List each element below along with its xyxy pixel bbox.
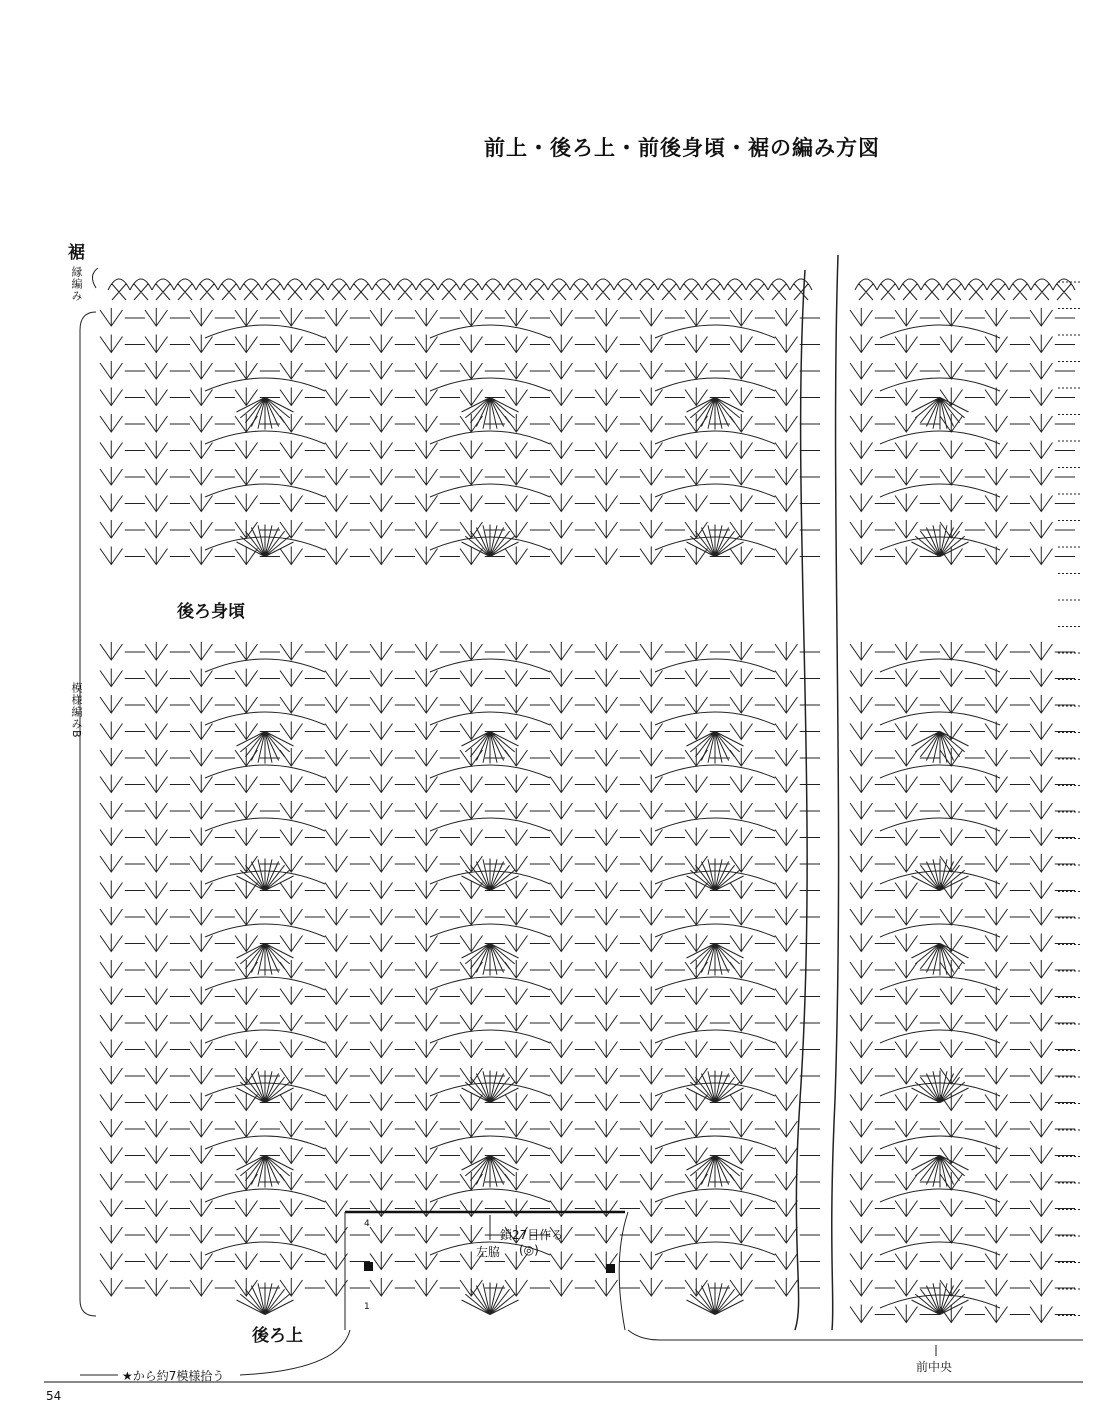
stitch-row	[850, 775, 1075, 793]
pineapple-arch	[880, 325, 1000, 338]
shell-fan	[237, 398, 294, 430]
pineapple-arch	[655, 1189, 775, 1202]
pineapple-arch	[430, 325, 550, 338]
pineapple-arch	[430, 818, 550, 831]
pineapple-arch	[205, 659, 325, 672]
stitch-row	[100, 1278, 820, 1296]
stitch-row	[100, 695, 820, 713]
label-back-upper: 後ろ上	[252, 1326, 303, 1346]
stitch-row	[850, 1040, 1075, 1058]
pineapple-arch	[655, 1242, 775, 1255]
pineapple-arch	[655, 484, 775, 497]
pineapple-arch	[205, 924, 325, 937]
pineapple-arch	[655, 818, 775, 831]
stitch-row	[100, 960, 820, 978]
stitch-row	[850, 494, 1075, 512]
stitch-row	[850, 722, 1075, 740]
stitch-row	[850, 828, 1075, 846]
pineapple-arch	[880, 1030, 1000, 1043]
label-hem: 裾	[68, 243, 85, 263]
stitch-row	[850, 669, 1075, 687]
pineapple-arch	[880, 765, 1000, 778]
stitch-row	[850, 388, 1075, 406]
stitch-row	[100, 854, 820, 872]
pineapple-arch	[655, 325, 775, 338]
square-marker-left	[364, 1262, 373, 1271]
pineapple-arch	[430, 712, 550, 725]
shell-fan	[687, 398, 744, 430]
pineapple-arch	[655, 659, 775, 672]
shell-fan	[462, 1156, 519, 1188]
stitch-row	[850, 854, 1075, 872]
stitch-row	[850, 1013, 1075, 1031]
pineapple-arch	[655, 431, 775, 444]
stitch-row	[850, 1093, 1075, 1111]
pineapple-arch	[880, 712, 1000, 725]
label-left-side: 左脇	[476, 1245, 501, 1259]
stitch-row	[100, 1013, 820, 1031]
stitch-row	[850, 1225, 1075, 1243]
shell-fan	[462, 732, 519, 764]
pineapple-arch	[205, 765, 325, 778]
stitch-row	[850, 308, 1075, 326]
pineapple-arch	[205, 818, 325, 831]
label-center-front: 前中央	[916, 1360, 953, 1374]
label-pick-up: ★から約7模様拾う	[122, 1369, 225, 1383]
pineapple-arch	[880, 484, 1000, 497]
shell-fan	[687, 1156, 744, 1188]
label-start-mark: (◎)	[519, 1243, 539, 1257]
shell-fan	[462, 398, 519, 430]
stitch-row	[850, 907, 1075, 925]
pineapple-arch	[430, 1136, 550, 1149]
stitch-row	[850, 642, 1075, 660]
stitch-row	[850, 695, 1075, 713]
stitch-row	[100, 1066, 820, 1084]
pineapple-arch	[880, 1242, 1000, 1255]
stitch-row	[100, 1172, 820, 1190]
pineapple-arch	[655, 1136, 775, 1149]
shell-fan	[912, 1156, 969, 1188]
pineapple-arch	[205, 325, 325, 338]
break-line-left	[795, 270, 807, 1330]
stitch-row	[100, 361, 820, 379]
pineapple-arch	[655, 378, 775, 391]
pineapple-arch	[430, 431, 550, 444]
square-marker-right	[606, 1264, 615, 1273]
pineapple-arch	[430, 765, 550, 778]
stitch-row	[850, 934, 1075, 952]
pineapple-arch	[205, 1189, 325, 1202]
shell-fan	[912, 944, 969, 976]
stitch-row	[100, 801, 820, 819]
pineapple-arch	[880, 818, 1000, 831]
pineapple-arch	[205, 484, 325, 497]
diagram-title: 前上・後ろ上・前後身頃・裾の編み方図	[484, 136, 880, 160]
stitch-row	[850, 361, 1075, 379]
row-number-4: 4	[364, 1219, 370, 1229]
label-chain-start: 鎖27目作る	[500, 1228, 564, 1242]
shell-fan	[912, 732, 969, 764]
pineapple-arch	[880, 977, 1000, 990]
edging-scallops	[108, 279, 1075, 300]
pineapple-arch	[205, 431, 325, 444]
stitch-row	[850, 881, 1075, 899]
pineapple-arch	[205, 1136, 325, 1149]
stitch-row	[850, 1305, 1075, 1323]
pineapple-arch	[655, 712, 775, 725]
label-edging: 縁編み	[70, 266, 83, 302]
bottom-curve	[628, 1330, 1083, 1340]
stitch-row	[100, 308, 820, 326]
shell-fan	[687, 732, 744, 764]
pineapple-arch	[430, 977, 550, 990]
stitch-row	[850, 1066, 1075, 1084]
pineapple-arch	[880, 1136, 1000, 1149]
shell-fan	[237, 944, 294, 976]
stitch-row	[100, 414, 820, 432]
stitch-row	[850, 987, 1075, 1005]
pineapple-arch	[880, 378, 1000, 391]
stitch-row	[100, 1225, 820, 1243]
pineapple-arch	[430, 1189, 550, 1202]
pineapple-arch	[880, 431, 1000, 444]
row-number-1: 1	[364, 1302, 370, 1312]
bracket-edging	[92, 268, 98, 288]
stitch-row	[100, 467, 820, 485]
pineapple-arch	[880, 1189, 1000, 1202]
break-line-right	[832, 255, 839, 1330]
continuation-dots	[1058, 282, 1080, 1316]
stitch-row	[850, 441, 1075, 459]
stitch-row	[100, 907, 820, 925]
pineapple-arch	[430, 659, 550, 672]
stitch-row	[850, 1252, 1075, 1270]
page-number: 54	[46, 1389, 62, 1403]
shell-fan	[912, 398, 969, 430]
stitch-row	[100, 520, 820, 538]
stitch-row	[850, 547, 1075, 565]
pineapple-arch	[880, 659, 1000, 672]
pineapple-arch	[430, 924, 550, 937]
shell-fan	[237, 1156, 294, 1188]
pineapple-arch	[205, 378, 325, 391]
stitch-row	[100, 1119, 820, 1137]
pineapple-arch	[205, 1030, 325, 1043]
pineapple-arch	[655, 765, 775, 778]
pineapple-arch	[655, 1030, 775, 1043]
stitch-row	[850, 801, 1075, 819]
stitch-row	[850, 1199, 1075, 1217]
stitch-row	[850, 1146, 1075, 1164]
stitch-row	[850, 335, 1075, 353]
label-back-body: 後ろ身頃	[177, 602, 245, 622]
stitch-row	[850, 467, 1075, 485]
stitch-row	[850, 520, 1075, 538]
pineapple-arch	[205, 712, 325, 725]
pineapple-arch	[205, 977, 325, 990]
pineapple-arch	[655, 924, 775, 937]
pineapple-arch	[205, 1242, 325, 1255]
pineapple-arch	[430, 378, 550, 391]
shell-fan	[687, 944, 744, 976]
stitch-row	[850, 1278, 1075, 1296]
shell-fan	[237, 732, 294, 764]
shell-fan	[462, 944, 519, 976]
pineapple-arch	[880, 924, 1000, 937]
stitch-row	[850, 1119, 1075, 1137]
pineapple-arch	[655, 977, 775, 990]
stitch-row	[100, 748, 820, 766]
label-pattern-b: 模様編みB	[70, 682, 83, 739]
stitch-row	[100, 642, 820, 660]
bracket-pattern	[80, 312, 96, 1316]
pineapple-arch	[430, 1030, 550, 1043]
pineapple-arch	[430, 484, 550, 497]
